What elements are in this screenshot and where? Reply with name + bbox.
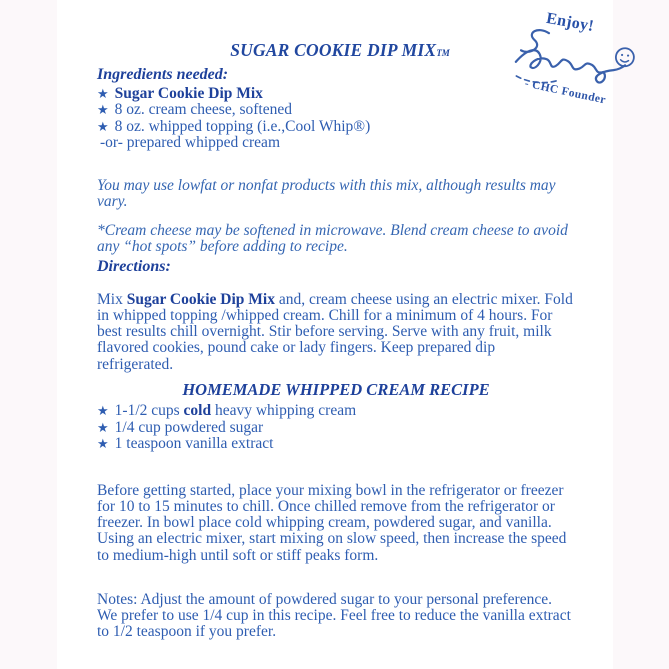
ingredient-text: -or- prepared whipped cream xyxy=(100,134,280,152)
microwave-note: *Cream cheese may be softened in microwave. Blend cream cheese to avoid any “hot spots” before adding to recipe. xyxy=(97,221,568,255)
ingredient-text: 1/4 cup powdered sugar xyxy=(114,418,264,436)
directions-text: and, cream cheese using an electric mixer. Fold in whipped topping /whipped cream. Chill for a minimum of 4 hours. For best results chill overnight. Stir before serving. Serve with any fruit, milk flavored cookies, pound cake or lady fingers. Keep prepared dip refrigerated. xyxy=(97,290,573,373)
page-title-text: SUGAR COOKIE DIP MIX xyxy=(230,40,437,60)
product-name-bold: Sugar Cookie Dip Mix xyxy=(126,290,275,308)
ingredient-text: Sugar Cookie Dip Mix xyxy=(114,84,263,102)
ingredient-text: heavy whipping cream xyxy=(211,402,357,419)
star-bullet-icon: ★ xyxy=(97,436,109,452)
ingredients-section xyxy=(97,67,575,152)
whipped-cream-instructions: Before getting started, place your mixing bowl in the refrigerator or freezer for 10 to 15 minutes to chill. Once chilled remove from the refrigerator or freezer. In bowl place cold whipping cream, powdered sugar, and vanilla. Using an electric mixer, start mixing on slow speed, then increase the speed to medium-high until soft or stiff peaks form. xyxy=(97,481,567,564)
founder-credit: - CHC Founder xyxy=(523,77,607,107)
scan-edge-left xyxy=(0,0,57,669)
star-bullet-icon: ★ xyxy=(97,118,109,134)
whipped-cream-ingredients xyxy=(97,403,575,453)
directions-body xyxy=(97,292,575,373)
star-bullet-icon: ★ xyxy=(97,419,109,435)
ingredient-item xyxy=(97,86,575,103)
ingredients-heading: Ingredients needed: xyxy=(97,66,229,83)
directions-text: Mix xyxy=(97,290,127,308)
ingredient-item xyxy=(97,102,575,119)
ingredient-item xyxy=(97,436,575,453)
ingredient-item xyxy=(97,403,575,420)
ingredient-item xyxy=(97,119,575,136)
ingredient-text: 8 oz. whipped topping (i.e.,Cool Whip®) xyxy=(114,117,371,135)
ingredient-text: 8 oz. cream cheese, softened xyxy=(114,101,292,119)
trademark-symbol: TM xyxy=(436,48,450,58)
ingredient-text: 1-1/2 cups xyxy=(114,402,184,419)
ingredient-item xyxy=(97,135,575,152)
whipped-cream-heading: HOMEMADE WHIPPED CREAM RECIPE xyxy=(182,380,490,399)
star-bullet-icon: ★ xyxy=(97,403,109,418)
ingredient-item xyxy=(97,420,575,437)
directions-heading: Directions: xyxy=(97,258,171,275)
lowfat-note: You may use lowfat or nonfat products with this mix, although results may vary. xyxy=(97,176,556,210)
enjoy-note: Enjoy! xyxy=(544,9,596,36)
ingredient-text: 1 teaspoon vanilla extract xyxy=(114,435,274,453)
notes-paragraph: Notes: Adjust the amount of powdered sugar to your personal preference. We prefer to use 1/4 cup in this recipe. Feel free to reduce the vanilla extract to 1/2 teaspoon if you prefer. xyxy=(97,590,571,641)
cold-emphasis: cold xyxy=(183,402,212,419)
star-bullet-icon: ★ xyxy=(97,102,109,118)
star-bullet-icon: ★ xyxy=(97,85,109,101)
